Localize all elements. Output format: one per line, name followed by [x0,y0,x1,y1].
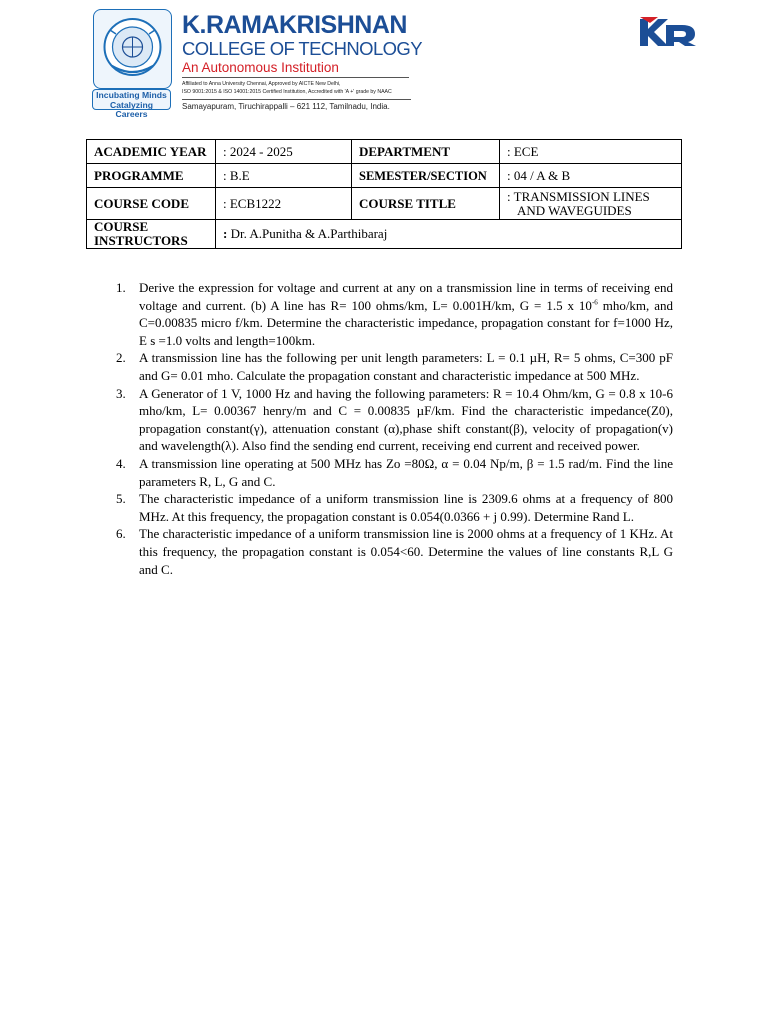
list-item [112,385,673,455]
department-value: : ECE [500,140,682,164]
college-name: K.RAMAKRISHNAN [182,11,407,39]
department-label: DEPARTMENT [352,140,500,164]
college-address: Samayapuram, Tiruchirappalli – 621 112, Tamilnadu, India. [182,99,411,112]
course-code-label: COURSE CODE [87,188,216,220]
list-item [112,525,673,578]
affiliation-line-2: ISO 9001:2015 & ISO 14001:2015 Certified Institution, Accredited with 'A +' grade by NAAC [182,88,392,95]
college-title-block [182,12,512,112]
kr-logo-icon [638,15,698,54]
autonomous-label: An Autonomous Institution [182,60,409,78]
question-text-part: Derive the expression for voltage and current at any on a transmission line in terms of receiving end voltage and current. (b) A line has R= 100 ohms/km, L= 0.001H/km, G = 1.5 x 10 [139,280,673,313]
semester-section-label: SEMESTER/SECTION [352,164,500,188]
programme-label: PROGRAMME [87,164,216,188]
question-number: 2. [116,350,126,366]
affiliation-line-1: Affiliated to Anna University Chennai, Approved by AICTE New Delhi, [182,81,341,87]
question-text-part: mho/km, and C=0.00835 micro f/km. Determine the characteristic impedance, propagation constant for f=1000 Hz, E s =1.0 volts and length=100km. [139,297,673,348]
list-item [112,349,673,384]
course-title-value [500,188,682,220]
college-seal-icon [93,9,172,89]
course-title-label: COURSE TITLE [352,188,500,220]
course-title-line-1: : TRANSMISSION LINES [507,188,650,204]
course-code-value: : ECB1222 [216,188,352,220]
tagline-line-1: Incubating Minds [96,90,167,100]
list-item [112,279,673,349]
question-list [112,279,673,578]
semester-section-value: : 04 / A & B [500,164,682,188]
course-instructors-value [216,220,682,249]
question-number: 6. [116,526,126,542]
list-item [112,490,673,525]
question-number: 1. [116,280,126,295]
programme-value: : B.E [216,164,352,188]
list-item [112,455,673,490]
question-number: 4. [116,455,126,471]
academic-year-label: ACADEMIC YEAR [87,140,216,164]
instructors-label-line-2: INSTRUCTORS [94,233,188,248]
course-info-table [86,139,682,249]
instructors-names: Dr. A.Punitha & A.Parthibaraj [227,226,388,241]
question-number: 5. [116,491,126,507]
course-instructors-label [87,220,216,249]
question-text: A transmission line has the following per unit length parameters: L = 0.1 µH, R= 5 ohms, C=300 pF and G= 0.01 mho. Calculate the propagation constant and characteristic impedance at 500 MHz. [139,350,673,383]
question-text: A Generator of 1 V, 1000 Hz and having the following parameters: R = 10.4 Ohm/km, G = 0.8 x 10-6 mho/km, L= 0.00367 henry/m and C = 0.00835 µF/km. Find the characteristic impedance(Z0), propagation constant(γ), attenuation constant (α),phase shift constant(β), velocity of propagation(v) and wavelength(λ). Also find the sending end current, receiving end current and received power. [139,385,673,454]
college-subtitle: COLLEGE OF TECHNOLOGY [182,38,422,59]
instructors-colon: : [223,226,228,241]
course-title-line-2: AND WAVEGUIDES [517,202,632,218]
letterhead [92,8,702,120]
instructors-label-line-1: COURSE [94,219,149,234]
question-text: The characteristic impedance of a uniform transmission line is 2309.6 ohms at a frequency of 800 MHz. At this frequency, the propagation constant is 0.054(0.0366 + j 0.99). Determine Rand L. [139,491,673,524]
question-number: 3. [116,385,126,401]
tagline-line-2: Catalyzing Careers [110,99,153,119]
exponent: -6 [591,298,598,307]
academic-year-value: : 2024 - 2025 [216,140,352,164]
question-text: A transmission line operating at 500 MHz has Zo =80Ω, α = 0.04 Np/m, β = 1.5 rad/m. Find the line parameters R, L, G and C. [139,455,673,489]
question-text: The characteristic impedance of a uniform transmission line is 2000 ohms at a frequency of 1 KHz. At this frequency, the propagation constant is 0.054<60. Determine the values of line constants R,L G and C. [139,526,673,577]
tagline-badge [92,89,171,119]
affiliation-text [182,81,512,96]
